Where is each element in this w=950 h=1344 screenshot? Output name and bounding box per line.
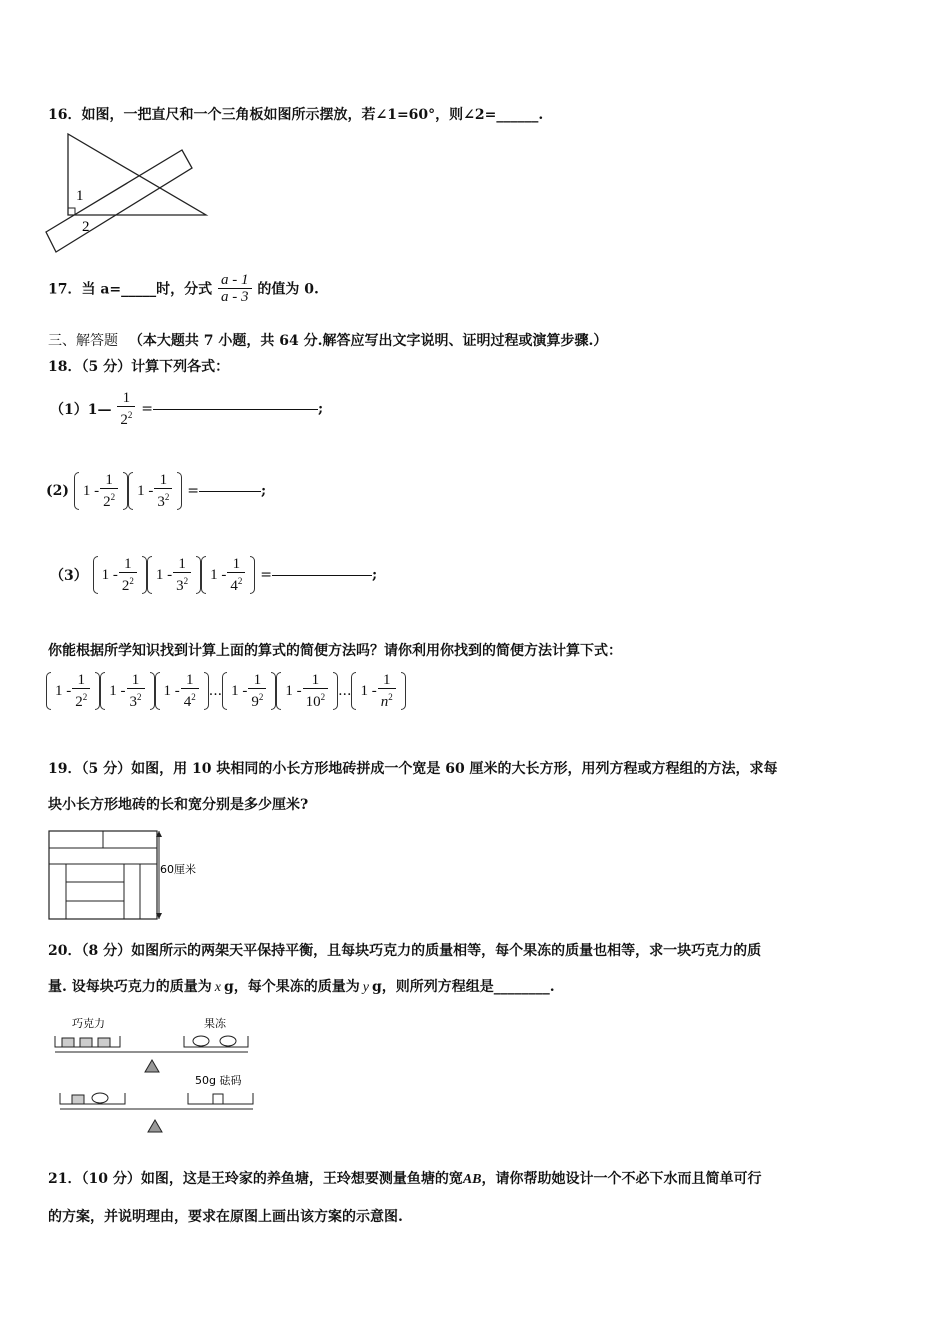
sq-exp: 2 <box>320 692 326 702</box>
one-minus: 1 - <box>137 482 154 499</box>
sq-exp: 2 <box>127 410 133 420</box>
sq-exp: 2 <box>82 692 88 702</box>
var-y: y <box>362 980 369 995</box>
frac-den: 2 <box>121 578 130 594</box>
frac-den: n <box>380 694 389 710</box>
q21-line2: 的方案，并说明理由，要求在原图上画出该方案的示意图. <box>48 1209 403 1225</box>
sq-exp: 2 <box>129 576 134 586</box>
frac-num: 1 <box>186 672 194 688</box>
answer-blank[interactable] <box>199 491 261 492</box>
frac-num: 1 <box>232 556 241 572</box>
frac-num: 1 <box>159 472 168 488</box>
one-minus: 1 - <box>55 682 72 699</box>
ab-label: AB <box>462 1172 482 1187</box>
q20-figure <box>50 1014 260 1136</box>
q16-figure <box>42 128 217 260</box>
one-minus: 1 - <box>155 566 173 583</box>
section3-title: 三、解答题 <box>48 333 118 349</box>
frac-num: 1 <box>124 556 132 572</box>
semicolon: ; <box>260 483 267 499</box>
frac-num: 1 <box>105 472 113 488</box>
sq-exp: 2 <box>258 692 264 702</box>
q17-den: a - 3 <box>218 288 252 305</box>
frac-den: 10 <box>305 694 321 710</box>
dim-label: 60厘米 <box>160 863 196 876</box>
sq-exp: 2 <box>164 492 170 502</box>
weight-label: 50g 砝码 <box>195 1074 242 1087</box>
q21-line1-b: ，请你帮助她设计一个不必下水而且简单可行 <box>481 1171 762 1187</box>
angle2-label: 2 <box>82 219 90 235</box>
one-minus: 1 - <box>210 566 227 583</box>
ellipsis: ... <box>208 683 223 699</box>
q18-part1 <box>50 390 323 428</box>
q17 <box>48 272 319 305</box>
q20-line2-c: g，则所列方程组是________. <box>371 979 555 995</box>
one-minus: 1 - <box>231 682 248 699</box>
q17-prefix: 17．当 a=_____时，分式 <box>48 281 213 298</box>
answer-blank[interactable] <box>153 409 318 410</box>
jelly-label: 果冻 <box>204 1017 226 1030</box>
frac-den: 4 <box>230 578 238 594</box>
one-minus: 1 - <box>360 682 377 699</box>
q17-fraction <box>218 272 252 305</box>
section3-heading <box>48 330 607 350</box>
q20-line2-a: 量. 设每块巧克力的质量为 <box>48 979 212 995</box>
one-minus: 1 - <box>163 682 180 699</box>
q20-line2-b: g，每个果冻的质量为 <box>223 979 360 995</box>
q19-line1: 19．（5 分）如图，用 10 块相同的小长方形地砖拼成一个宽是 60 厘米的大长方形，用列方程或方程组的方法，求每 <box>48 761 778 777</box>
frac-den: 2 <box>103 494 111 510</box>
sq-exp: 2 <box>137 692 142 702</box>
q18-part2 <box>46 472 266 510</box>
q20-line2 <box>48 976 555 996</box>
q17-suffix: 的值为 0. <box>257 281 319 298</box>
one-minus: 1 - <box>101 566 118 583</box>
semicolon: ; <box>317 401 324 417</box>
frac-num: 1 <box>122 390 131 406</box>
sq-exp: 2 <box>183 576 189 586</box>
q18-p1-frac <box>117 390 135 428</box>
sq-exp: 2 <box>388 692 393 702</box>
q18-p3-label: （3） <box>50 568 88 584</box>
answer-blank[interactable] <box>272 575 372 576</box>
q18-prompt: 你能根据所学知识找到计算上面的算式的简便方法吗？请你利用你找到的简便方法计算下式： <box>48 643 622 659</box>
frac-den: 3 <box>176 578 184 594</box>
one-minus: 1 - <box>285 682 302 699</box>
sq-exp: 2 <box>110 492 116 502</box>
frac-num: 1 <box>131 672 140 688</box>
one-minus: 1 - <box>82 482 100 499</box>
one-minus: 1 - <box>109 682 126 699</box>
frac-num: 1 <box>311 672 320 688</box>
q18-title: 18．（5 分）计算下列各式： <box>48 359 230 375</box>
eq-sign: = <box>141 401 153 417</box>
frac-den: 9 <box>251 694 259 710</box>
q17-num: a - 1 <box>221 272 249 288</box>
frac-den: 3 <box>129 694 137 710</box>
ellipsis: ... <box>338 683 352 699</box>
q18-part3 <box>50 556 377 594</box>
semicolon: ; <box>371 567 378 583</box>
frac-num: 1 <box>253 672 262 688</box>
q20-line1: 20．（8 分）如图所示的两架天平保持平衡，且每块巧克力的质量相等，每个果冻的质量也相等，求一块巧克力的质 <box>48 943 762 959</box>
q19-figure <box>46 828 216 922</box>
q19-line2: 块小长方形地砖的长和宽分别是多少厘米? <box>48 797 309 813</box>
frac-num: 1 <box>178 556 186 572</box>
q21-line1 <box>48 1168 762 1188</box>
sq-exp: 2 <box>237 576 243 586</box>
q18-p1-label: （1）1— <box>50 402 112 418</box>
eq-sign: = <box>260 567 272 583</box>
frac-den: 4 <box>183 694 192 710</box>
choc-label: 巧克力 <box>72 1017 105 1030</box>
eq-sign: = <box>187 483 199 499</box>
frac-den: 3 <box>157 494 165 510</box>
frac-num: 1 <box>382 672 391 688</box>
q21-line1-a: 21．（10 分）如图，这是王玲家的养鱼塘，王玲想要测量鱼塘的宽 <box>48 1171 463 1187</box>
q18-product <box>46 672 406 710</box>
frac-den: 2 <box>75 694 83 710</box>
frac-den: 2 <box>120 412 128 428</box>
section3-note: （本大题共 7 小题，共 64 分.解答应写出文字说明、证明过程或演算步骤.） <box>128 333 608 349</box>
q16-text: 16．如图，一把直尺和一个三角板如图所示摆放，若∠1=60°，则∠2=______. <box>48 107 544 123</box>
angle1-label: 1 <box>76 188 84 204</box>
q18-p2-label: (2) <box>46 483 69 499</box>
sq-exp: 2 <box>191 692 196 702</box>
var-x: x <box>214 980 221 995</box>
frac-num: 1 <box>77 672 85 688</box>
